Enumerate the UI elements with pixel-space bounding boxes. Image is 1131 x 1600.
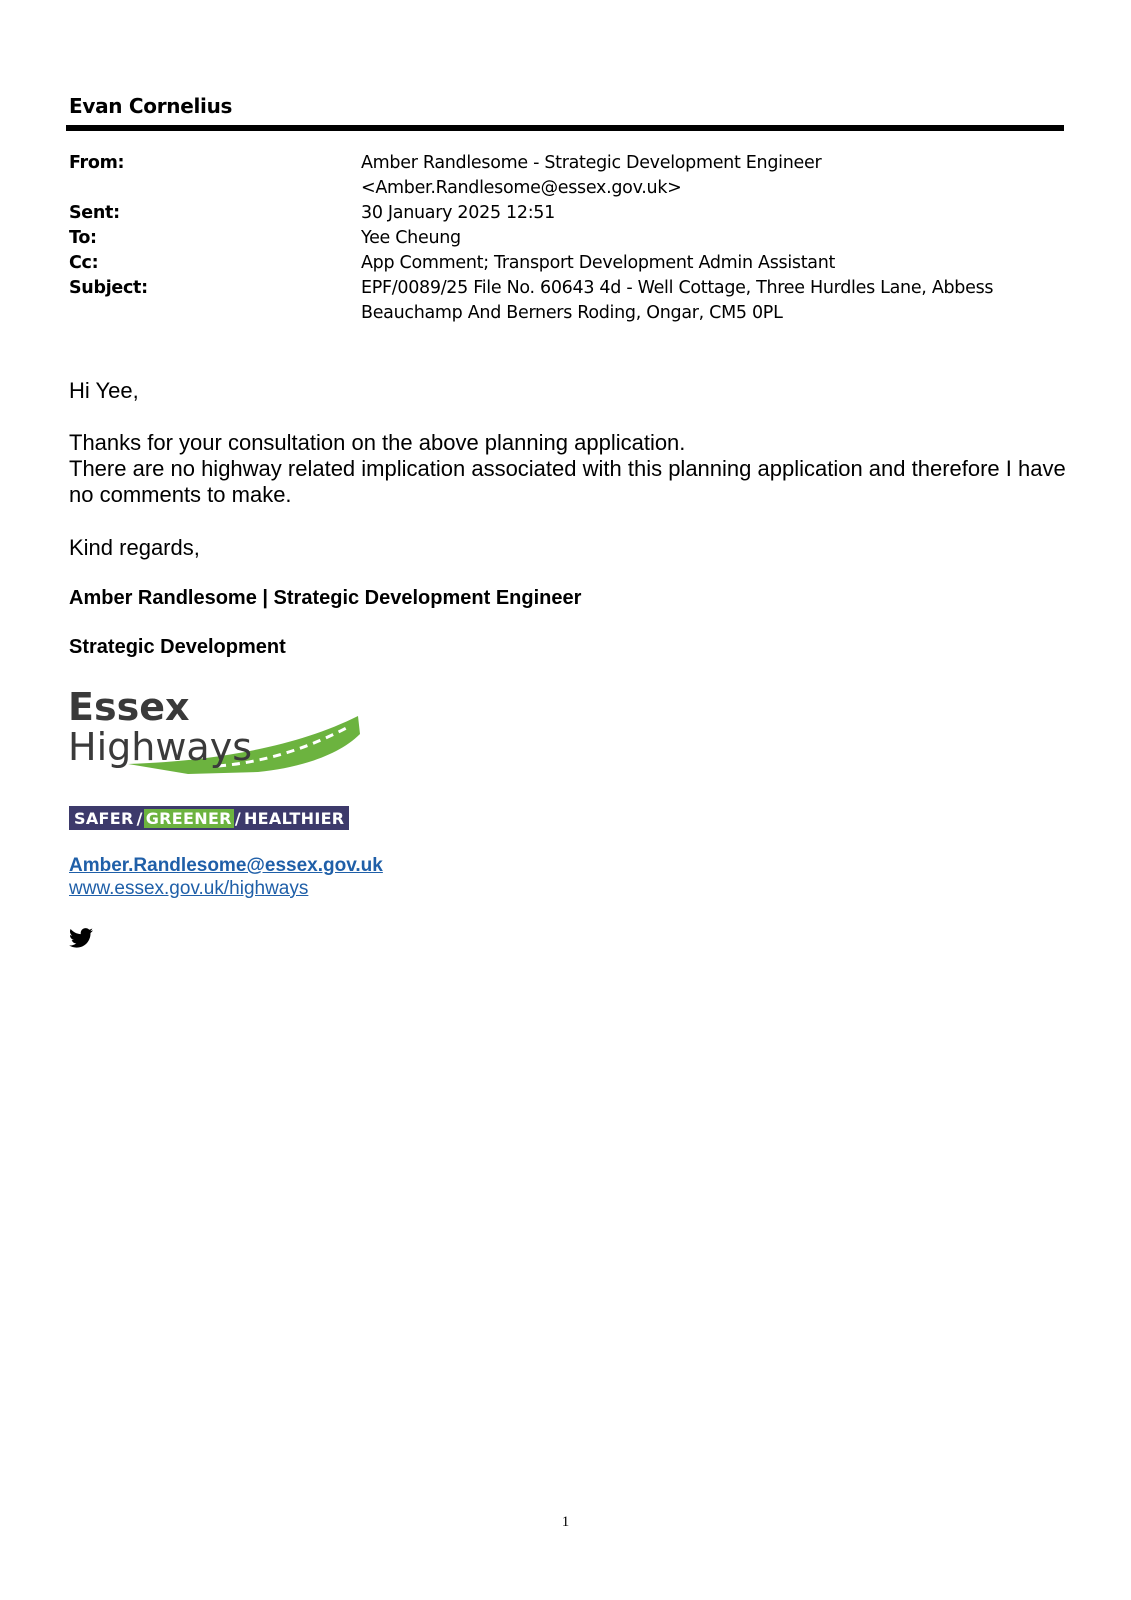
essex-highways-logo [68,686,368,786]
header-from [69,151,1059,201]
header-label: From: [69,153,125,173]
twitter-icon[interactable] [69,928,93,948]
signature-name-title: Amber Randlesome | Strategic Development Engineer [69,587,582,609]
header-label: Sent: [69,203,120,223]
logo-essex-text: Essex [68,686,190,729]
tagline-slash: / [136,808,143,828]
header-value-line: EPF/0089/25 File No. 60643 4d - Well Cottage, Three Hurdles Lane, Abbess [361,278,994,298]
page-number: 1 [561,1514,570,1530]
message-line: There are no highway related implication associated with this planning application and therefore I have no comments to make. [69,456,1066,507]
header-label: To: [69,228,97,248]
tagline-healthier: HEALTHIER [243,808,345,828]
signature-department: Strategic Development [69,636,286,658]
header-to [69,226,1059,251]
message-body [69,430,1069,508]
tagline-greener: GREENER [145,808,232,828]
page-owner-name: Evan Cornelius [69,94,233,118]
header-subject [69,276,1059,326]
header-label: Cc: [69,253,99,273]
header-value: Yee Cheung [361,228,461,248]
header-value: 30 January 2025 12:51 [361,203,555,223]
header-value-line: Beauchamp And Berners Roding, Ongar, CM5 0PL [361,303,783,323]
header-cc [69,251,1059,276]
closing: Kind regards, [69,535,200,560]
signature-email-link[interactable]: Amber.Randlesome@essex.gov.uk [69,855,383,876]
tagline-safer: SAFER [74,808,134,828]
header-value [361,151,1059,201]
header-label: Subject: [69,278,148,298]
tagline-slash: / [234,808,241,828]
message-line: Thanks for your consultation on the above planning application. [69,430,686,455]
email-headers [69,151,1059,326]
header-value-line: Amber Randlesome - Strategic Development Engineer [361,153,822,173]
tagline-banner [69,806,349,830]
signature-website-link[interactable]: www.essex.gov.uk/highways [69,878,309,899]
header-value: App Comment; Transport Development Admin Assistant [361,253,836,273]
header-value-line: <Amber.Randlesome@essex.gov.uk> [361,178,682,198]
greeting: Hi Yee, [69,378,139,403]
logo-highways-text: Highways [68,725,252,769]
header-rule [66,125,1064,131]
header-sent [69,201,1059,226]
header-value [361,276,1059,326]
